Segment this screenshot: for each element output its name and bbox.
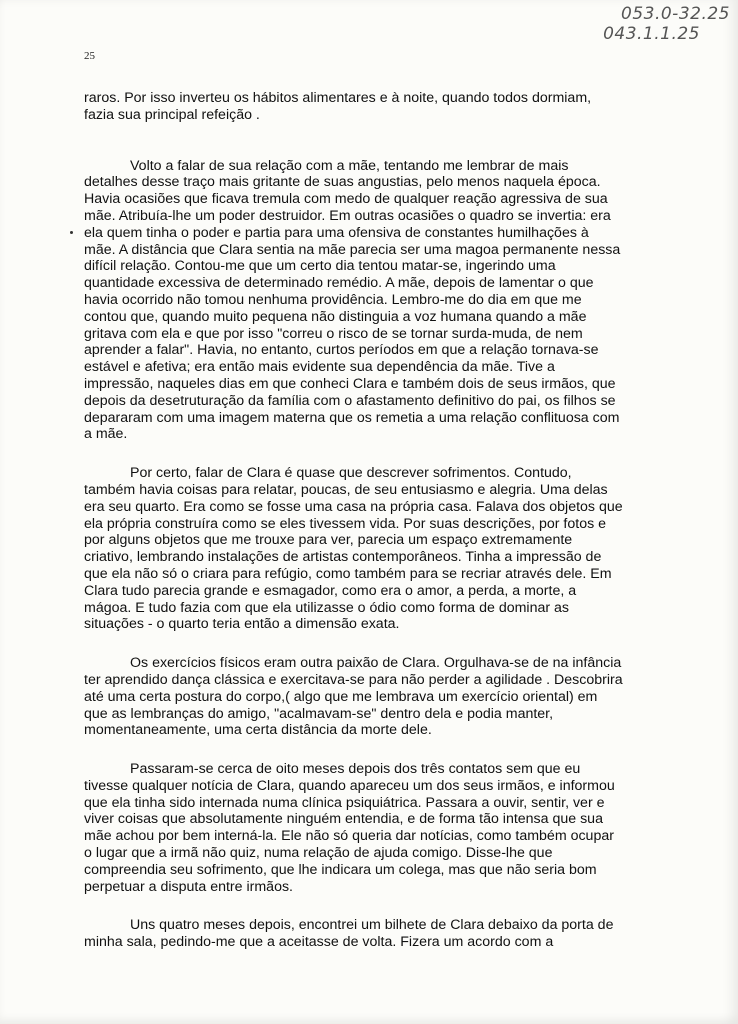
- archive-code-handwritten: 053.0-32.25: [621, 4, 730, 24]
- page-number: 25: [84, 50, 95, 62]
- paragraph: Passaram-se cerca de oito meses depois dos três contatos sem que eu tivesse qualquer notícia de Clara, quando apareceu um dos seus irmãos, e informou que ela tinha sido internada numa clínica psiquiátrica. Passara a ouvir, sentir, ver e viver coisas que absolutamente ninguém entendia, e de forma tão intensa que sua mãe achou por bem interná-la. Ele não só queria dar notícias, como também ocupar o lugar que a irmã não quiz, numa relação de ajuda comigo. Disse-lhe que compreendia seu sofrimento, que lhe indicara um colega, mas que não seria bom perpetuar a disputa entre irmãos.: [84, 761, 615, 895]
- margin-dot-mark: [70, 231, 73, 234]
- paragraph: Os exercícios físicos eram outra paixão de Clara. Orgulhava-se de na infância ter aprendido dança clássica e exercitava-se para não perder a agilidade . Descobrira até uma certa postura do corpo,( algo que me lembrava um exercício oriental) em que as lembranças do amigo, "acalmavam-se" dentro dela e podia manter, momentaneamente, uma certa distância da morte dele.: [84, 655, 623, 739]
- paragraph: Uns quatro meses depois, encontrei um bilhete de Clara debaixo da porta de minha sala, pedindo-me que a aceitasse de volta. Fizera um acordo com a: [84, 917, 614, 951]
- paragraph: raros. Por isso inverteu os hábitos alimentares e à noite, quando todos dormiam, fazia sua principal refeição .: [84, 90, 592, 123]
- archive-code-handwritten: 043.1.1.25: [603, 24, 700, 44]
- document-body: [84, 90, 624, 973]
- paragraph: Volto a falar de sua relação com a mãe, tentando me lembrar de mais detalhes desse traço mais gritante de suas angustias, pelo menos naquela época. Havia ocasiões que ficava tremula com medo de qualquer reação agressiva de sua mãe. Atribuía-lhe um poder destruidor. Em outras ocasiões o quadro se invertia: era ela quem tinha o poder e partia para uma ofensiva de constantes humilhações à mãe. A distância que Clara sentia na mãe parecia ser uma magoa permanente nessa difícil relação. Contou-me que um certo dia tentou matar-se, ingerindo uma quantidade excessiva de determinado remédio. A mãe, depois de lamentar o que havia ocorrido não tomou nenhuma providência. Lembro-me do dia em que me contou que, quando muito pequena não distinguia a voz humana quando a mãe gritava com ela e que por isso "correu o risco de se tornar surda-muda, de nem aprender a falar". Havia, no entanto, curtos períodos em que a relação tornava-se estável e afetiva; era então mais evidente sua dependência da mãe. Tive a impressão, naqueles dias em que conheci Clara e também dois de seus irmãos, que depois da desetruturação da família com o afastamento definitivo do pai, os filhos se depararam com uma imagem materna que os remetia a uma relação conflituosa com a mãe.: [84, 157, 621, 443]
- paragraph: Por certo, falar de Clara é quase que descrever sofrimentos. Contudo, também havia coisas para relatar, poucas, de seu entusiasmo e alegria. Uma delas era seu quarto. Era como se fosse uma casa na própria casa. Falava dos objetos que ela própria construíra como se eles tivessem vida. Por suas descrições, por fotos e por alguns objetos que me trouxe para ver, parecia um espaço extremamente criativo, lembrando instalações de artistas contemporâneos. Tinha a impressão de que ela não só o criara para refúgio, como também para se recriar através dele. Em Clara tudo parecia grande e esmagador, como era o amor, a perda, a morte, a mágoa. E tudo fazia com que ela utilizasse o ódio como forma de dominar as situações - o quarto teria então a dimensão exata.: [84, 465, 623, 633]
